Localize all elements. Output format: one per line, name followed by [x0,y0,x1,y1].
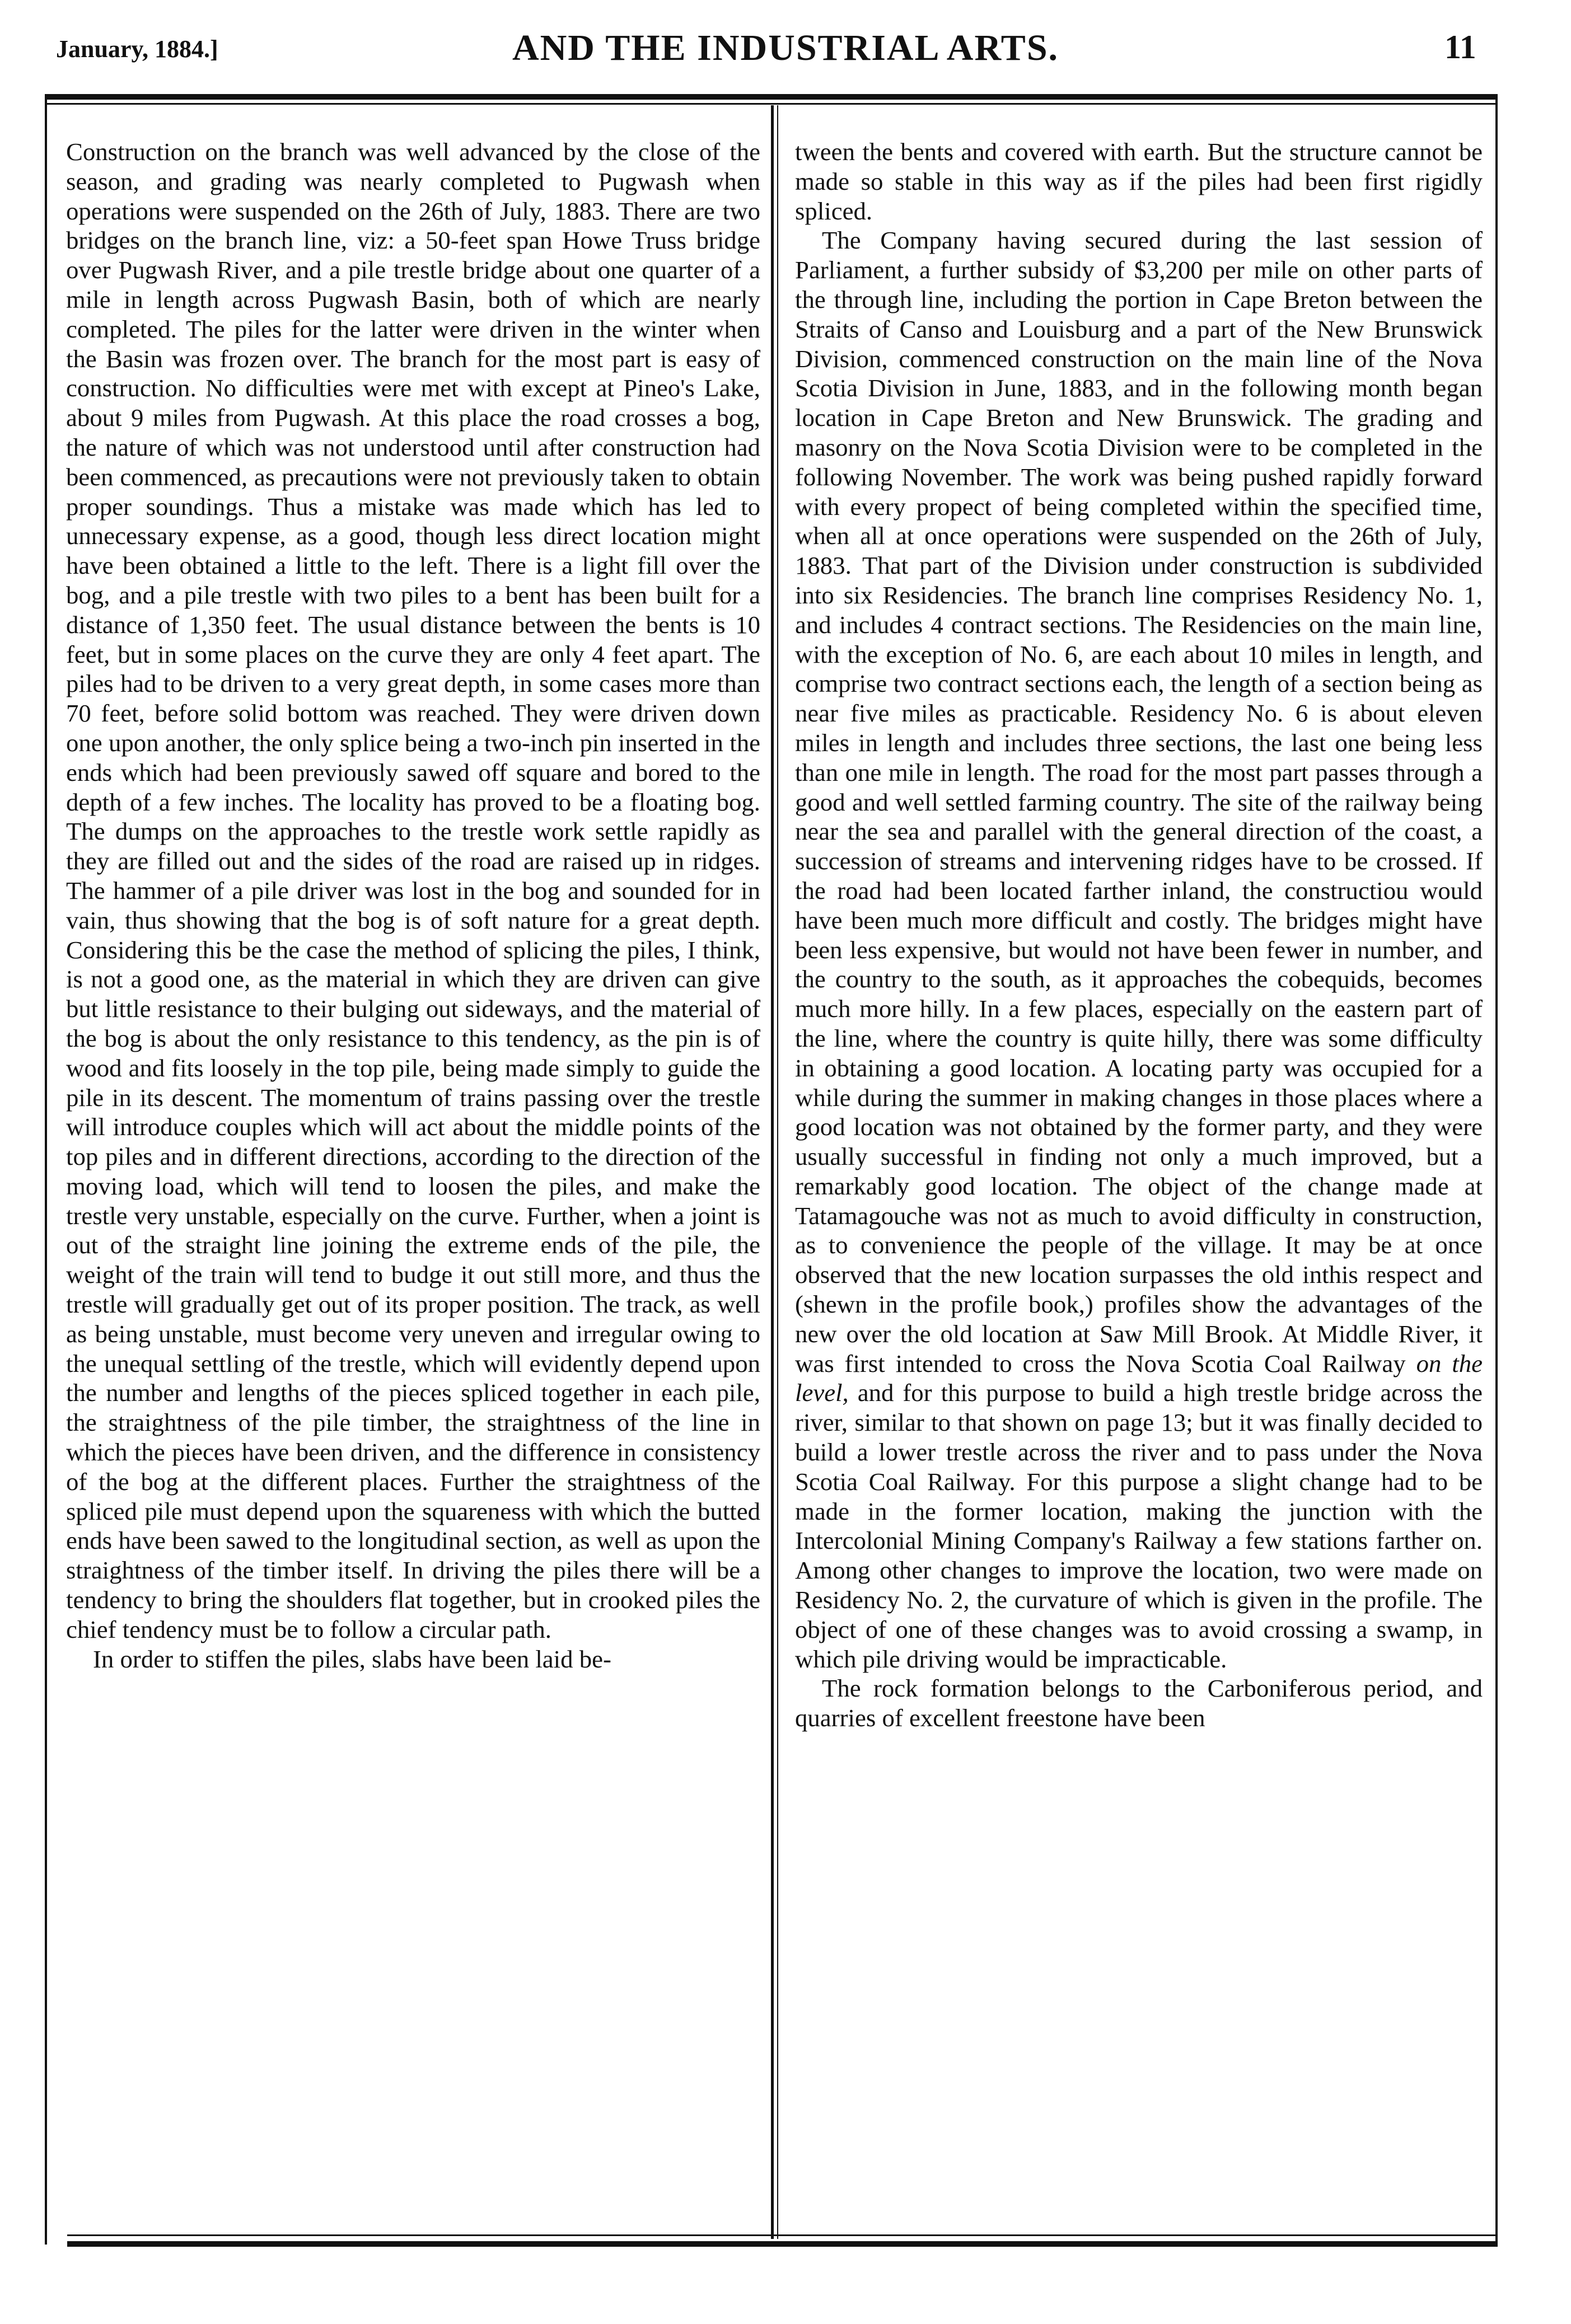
paragraph: In order to stiffen the piles, slabs have been laid be- [93,1644,611,1673]
running-title: AND THE INDUSTRIAL ARTS. [512,27,1059,68]
page-number: 11 [1444,29,1476,65]
paragraph [795,226,1483,1674]
bottom-rule-thin [67,2234,1498,2236]
italic-phrase: on the level, [795,1349,1483,1407]
column-divider [771,105,774,2239]
paragraph: Construction on the branch was well advanced by the close of the season, and grading was nearly completed to Pugwash when operations were suspended on the 26th of July, 1883. There are two bridges on the branch line, viz: a 50-feet span Howe Truss bridge over Pugwash River, and a pile trestle bridge about one quarter of a mile in length across Pugwash Basin, both of which are nearly completed. The piles for the latter were driven in the winter when the Basin was frozen over. The branch for the most part is easy of construction. No difficulties were met with except at Pineo's Lake, about 9 miles from Pugwash. At this place the road crosses a bog, the nature of which was not understood until after construction had been commenced, as precautions were not previously taken to obtain proper soundings. Thus a mistake was made which has led to unnecessary expense, as a good, though less direct location might have been obtained a little to the left. There is a light fill over the bog, and a pile trestle with two piles to a bent has been built for a distance of 1,350 feet. The usual distance between the bents is 10 feet, but in some places on the curve they are only 4 feet apart. The piles had to be driven to a very great depth, in some cases more than 70 feet, before solid bottom was reached. They were driven down one upon another, the only splice being a two-inch pin inserted in the ends which had been previously sawed off square and bored to the depth of a few inches. The locality has proved to be a floating bog. The dumps on the approaches to the trestle work settle rapidly as they are filled out and the sides of the road are raised up in ridges. The hammer of a pile driver was lost in the bog and sounded for in vain, thus showing that the bog is of soft nature for a great depth. Considering this be the case the method of splicing the piles, I think, is not a good one, as the material in which they are driven can give but little resistance to their bulging out sideways, and the material of the bog is about the only resistance to this tendency, as the pin is of wood and fits loosely in the top pile, being made simply to guide the pile in its descent. The momentum of trains passing over the trestle will introduce couples which will act about the middle points of the top piles and in different directions, according to the direction of the moving load, which will tend to loosen the piles, and make the trestle very unstable, especially on the curve. Further, when a joint is out of the straight line joining the extreme ends of the pile, the weight of the train will tend to budge it out still more, and thus the trestle will gradually get out of its proper position. The track, as well as being unstable, must become very uneven and irregular owing to the unequal settling of the trestle, which will evidently depend upon the number and lengths of the pieces spliced together in each pile, the straightness of the pile timber, the straightness of the line in which the pieces have been driven, and the difference in consistency of the bog at the different places. Further the straightness of the spliced pile must depend upon the squareness with which the butted ends have been sawed to the longitudinal section, as well as upon the straightness of the timber itself. In driving the piles there will be a tendency to bring the shoulders flat together, but in crooked piles the chief tendency must be to follow a circular path. [66,138,760,1643]
paragraph: tween the bents and covered with earth. But the structure cannot be made so stable in this way as if the piles had been first rigidly spliced. [795,138,1483,225]
paragraph-text-cont: and for this purpose to build a high trestle bridge across the river, similar to that shown on page 13; but it was finally decided to build a lower trestle across the river and to pass under the Nova Scotia Coal Railway. For this purpose a slight change had to be made in the former location, making the junction with the Intercolonial Mining Company's Railway a few stations farther on. Among other changes to improve the location, two were made on Residency No. 2, the curvature of which is given in the profile. The object of one of these changes was to avoid crossing a swamp, in which pile driving would be impracticable. [795,1379,1483,1673]
top-rule-thin [45,103,1498,105]
left-border [45,95,47,2245]
bottom-rule [67,2241,1498,2247]
column-divider-thin [777,105,778,2239]
issue-date: January, 1884.] [56,35,218,63]
right-border [1495,95,1498,2245]
right-column [795,137,1483,1733]
paragraph-text: The Company having secured during the last session of Parliament, a further subsidy of $3,200 per mile on other parts of the through line, including the portion in Cape Breton between the Straits of Canso and Louisburg and a part of the New Brunswick Division, commenced construction on the main line of the Nova Scotia Division in June, 1883, and in the following month began location in Cape Breton and New Brunswick. The grading and masonry on the Nova Scotia Division were to be completed in the following November. The work was being pushed rapidly forward with every propect of being completed within the specified time, when all at once operations were suspended on the 26th of July, 1883. That part of the Division under construction is subdivided into six Residencies. The branch line comprises Residency No. 1, and includes 4 contract sections. The Residencies on the main line, with the exception of No. 6, are each about 10 miles in length, and comprise two contract sections each, the length of a section being as near five miles as practicable. Residency No. 6 is about eleven miles in length and includes three sections, the last one being less than one mile in length. The road for the most part passes through a good and well settled farming country. The site of the railway being near the sea and parallel with the general direction of the coast, a succession of streams and intervening ridges have to be crossed. If the road had been located farther inland, the constructiou would have been much more difficult and costly. The bridges might have been less expensive, but would not have been fewer in number, and the country to the south, as it approaches the cobequids, becomes much more hilly. In a few places, especially on the eastern part of the line, where the country is quite hilly, there was some difficulty in obtaining a good location. A locating party was occupied for a while during the summer in making changes in those places where a good location was not obtained by the former party, and they were usually successful in finding not only a much improved, but a remarkably good location. The object of the change made at Tatamagouche was not as much to avoid difficulty in construction, as to convenience the people of the village. It may be at once observed that the new location surpasses the old inthis respect and (shewn in the profile book,) profiles show the advantages of the new over the old location at Saw Mill Brook. At Middle River, it was first intended to cross the Nova Scotia Coal Railway [795,226,1483,1377]
paragraph: The rock formation belongs to the Carboniferous period, and quarries of excellent freestone have been [795,1674,1483,1732]
top-rule [45,94,1498,100]
left-column [66,137,760,1674]
